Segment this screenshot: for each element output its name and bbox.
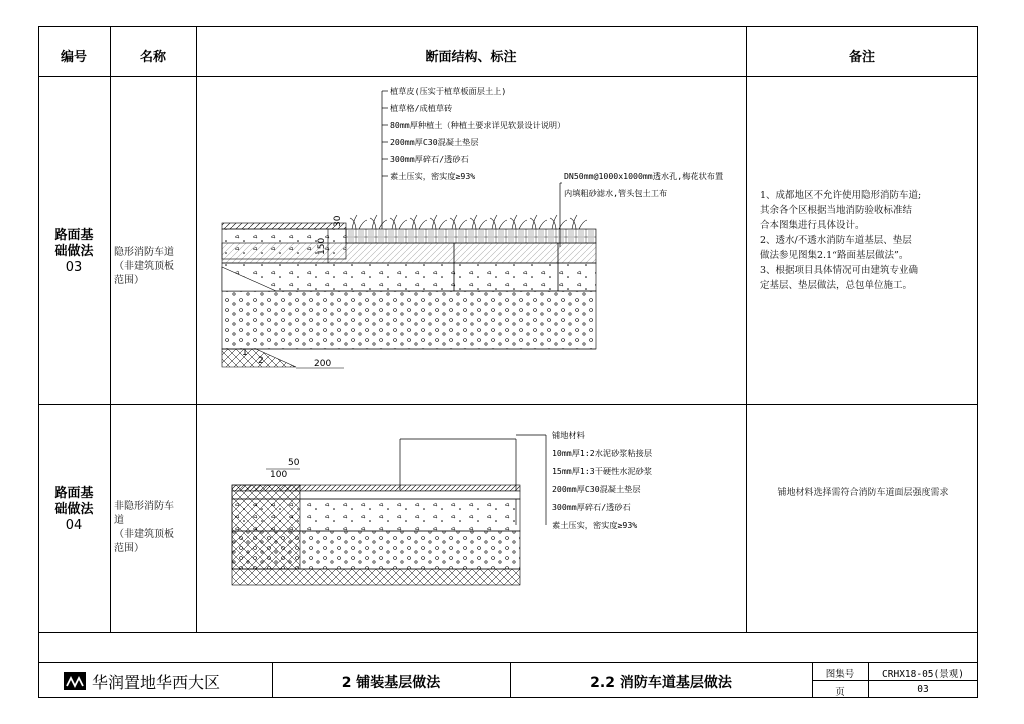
- code-line: 路面基: [54, 228, 94, 243]
- row-notes-03: [760, 188, 976, 293]
- dim-150: 150: [317, 237, 327, 255]
- col-divider-3: [746, 26, 747, 632]
- label: 300mm厚碎石/透砂石: [390, 154, 469, 164]
- name-line: 非隐形消防车: [114, 501, 174, 512]
- dim-200: 200: [314, 359, 332, 369]
- slope-2: 2: [258, 356, 264, 366]
- concrete-layer: [222, 243, 596, 263]
- name-line: （非建筑顶板: [114, 529, 174, 540]
- code-number: 03: [65, 260, 83, 275]
- company-name: 华润置地华西大区: [92, 673, 221, 692]
- gravel-layer: [222, 291, 596, 349]
- section-title: 2 铺装基层做法: [341, 675, 441, 691]
- row-name-04: [114, 500, 194, 556]
- row-code-03: [38, 228, 110, 276]
- dim-50: 50: [288, 458, 300, 468]
- section-drawing-03: [196, 77, 746, 404]
- dim-30: 30: [333, 215, 343, 227]
- label: 内填粗砂滤水,管头包土工布: [564, 188, 668, 198]
- label: 300mm厚碎石/透砂石: [552, 502, 631, 512]
- name-line: 道: [114, 515, 124, 526]
- labels-03: [382, 86, 723, 247]
- note-line: 3、根据项目具体情况可由建筑专业确: [760, 265, 919, 276]
- code-number: 04: [65, 518, 83, 533]
- code-line: 路面基: [54, 486, 94, 501]
- col-divider-1: [110, 26, 111, 632]
- slope-1: 1: [242, 348, 248, 358]
- note-line: 其余各个区根据当地消防验收标准结: [760, 205, 913, 216]
- label: 200mm厚C30混凝土垫层: [390, 137, 479, 147]
- label: 素土压实，密实度≥93%: [390, 171, 476, 181]
- atlas-value: CRHX18-05(景观): [882, 669, 964, 680]
- note-line: 做法参见图集2.1“路面基层做法”。: [760, 250, 909, 261]
- row-code-04: [38, 486, 110, 534]
- label: 植草皮(压实于植草板面层土上): [390, 86, 507, 96]
- label: 素土压实，密实度≥93%: [552, 520, 638, 530]
- title-block-divider: [38, 662, 978, 663]
- name-line: 范围）: [114, 543, 144, 554]
- curb-04: [232, 485, 300, 569]
- label: 80mm厚种植土（种植土要求详见软景设计说明）: [390, 120, 566, 130]
- atlas-label: 图集号: [825, 669, 855, 680]
- code-line: 础做法: [54, 502, 94, 517]
- name-line: 范围）: [114, 275, 144, 286]
- header-notes: 备注: [848, 50, 875, 65]
- company-logo-icon: [64, 672, 86, 690]
- page-value: 03: [917, 684, 929, 695]
- section-drawing-04: [196, 405, 746, 632]
- grass-grid-layer: [346, 229, 596, 243]
- label: 植草格/成植草砖: [390, 103, 453, 113]
- row-divider-2: [38, 632, 978, 633]
- soil-layer-04: [232, 569, 520, 585]
- note-line: 1、成都地区不允许使用隐形消防车道;: [760, 190, 922, 201]
- row-name-03: [114, 246, 194, 288]
- header-name: 名称: [139, 50, 166, 65]
- curb-edge: [222, 223, 346, 229]
- code-line: 础做法: [54, 244, 94, 259]
- label: 铺地材料: [552, 430, 585, 440]
- tb-divider-5: [812, 680, 978, 681]
- row-note-04: 铺地材料选择需符合消防车道面层强度需求: [777, 488, 949, 498]
- c30-layer: [222, 263, 596, 291]
- header-section: 断面结构、标注: [425, 50, 517, 65]
- subsection-title: 2.2 消防车道基层做法: [590, 675, 732, 691]
- note-line: 合本图集进行具体设计。: [760, 220, 865, 231]
- page-label: 页: [835, 687, 845, 698]
- label: 200mm厚C30混凝土垫层: [552, 484, 641, 494]
- grass-tufts: [350, 215, 587, 229]
- name-line: （非建筑顶板: [114, 261, 174, 272]
- note-line: 2、透水/不透水消防车道基层、垫层: [760, 235, 912, 246]
- label: 15mm厚1:3干硬性水泥砂浆: [552, 466, 653, 476]
- dim-100: 100: [270, 470, 288, 480]
- note-line: 定基层、垫层做法，总包单位施工。: [760, 280, 913, 291]
- label: 10mm厚1:2水泥砂浆粘接层: [552, 448, 653, 458]
- label: DN50mm@1000x1000mm透水孔,梅花状布置: [564, 171, 724, 181]
- name-line: 隐形消防车道: [114, 247, 174, 258]
- header-code: 编号: [60, 50, 87, 65]
